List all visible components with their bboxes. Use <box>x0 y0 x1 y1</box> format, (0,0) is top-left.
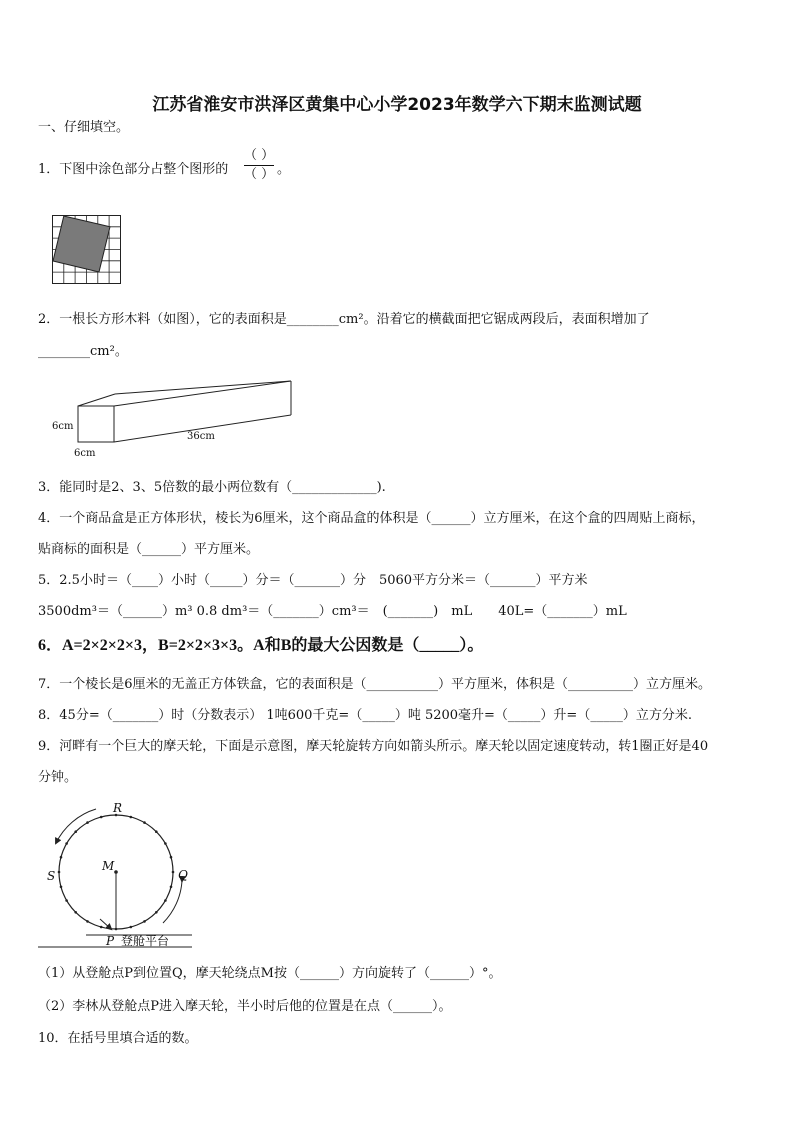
platform-label: 登舱平台 <box>121 934 170 948</box>
question-5-line2: 3500dm³＝（______）m³ 0.8 dm³＝（_______）cm³＝ (_______) mL 40L=（_______）mL <box>38 604 627 619</box>
fraction-numerator: （ ） <box>244 148 275 163</box>
point-m-label: M <box>102 859 115 873</box>
height-label: 6cm <box>52 421 74 432</box>
rotation-arrow-right <box>163 881 182 923</box>
width-label: 6cm <box>74 448 96 459</box>
question-10: 10．在括号里填合适的数。 <box>38 1031 198 1046</box>
question-1-end: 。 <box>277 162 291 177</box>
section-heading: 一、仔细填空。 <box>38 120 130 135</box>
question-4-line1: 4．一个商品盒是正方体形状，棱长为6厘米，这个商品盒的体积是（______）立方厘米，在这个盒的四周贴上商标， <box>38 511 705 526</box>
shaded-square <box>53 216 110 272</box>
fraction-blank[interactable] <box>244 148 274 183</box>
question-5-line1: 5．2.5小时＝（____）小时（_____）分＝（_______）分 5060平方分米＝（_______）平方米 <box>38 573 588 588</box>
question-6: 6．A=2×2×2×3，B=2×2×3×3。A和B的最大公因数是（_____）。 <box>38 637 484 654</box>
question-8: 8．45分=（_______）时（分数表示） 1吨600千克=（_____）吨 5200毫升=（_____）升=（_____）立方分米. <box>38 708 692 723</box>
question-4-line2: 贴商标的面积是（______）平方厘米。 <box>38 542 260 557</box>
question-9-sub1: （1）从登舱点P到位置Q，摩天轮绕点M按（______）方向旋转了（______）°。 <box>38 966 502 981</box>
grid-figure <box>52 215 122 285</box>
length-label: 36cm <box>187 431 215 442</box>
question-9-line1: 9．河畔有一个巨大的摩天轮，下面是示意图，摩天轮旋转方向如箭头所示。摩天轮以固定速度转动，转1圈正好是40 <box>38 739 709 754</box>
point-r-label: R <box>113 801 123 815</box>
point-p-label: P <box>106 934 115 948</box>
page-title: 江苏省淮安市洪泽区黄集中心小学2023年数学六下期末监测试题 <box>152 95 642 115</box>
question-7: 7．一个棱长是6厘米的无盖正方体铁盒，它的表面积是（___________）平方厘米，体积是（__________）立方厘米。 <box>38 677 712 692</box>
question-9-sub2: （2）李林从登舱点P进入摩天轮，半小时后他的位置是在点（______）。 <box>38 999 452 1014</box>
point-s-label: S <box>47 869 56 883</box>
ferris-wheel-diagram <box>38 795 198 955</box>
question-3: 3．能同时是2、3、5倍数的最小两位数有（_____________). <box>38 480 386 495</box>
question-2-line2: ________cm²。 <box>38 344 128 359</box>
question-2-line1: 2．一根长方形木料（如图），它的表面积是________cm²。沿着它的横截面把它锯成两段后，表面积增加了 <box>38 312 650 327</box>
question-1-text: 1．下图中涂色部分占整个图形的 <box>38 162 229 177</box>
point-q-label: Q <box>178 868 188 882</box>
rotation-arrow-top <box>56 809 96 843</box>
question-9-line2: 分钟。 <box>38 770 78 785</box>
fraction-denominator: （ ） <box>244 167 275 182</box>
